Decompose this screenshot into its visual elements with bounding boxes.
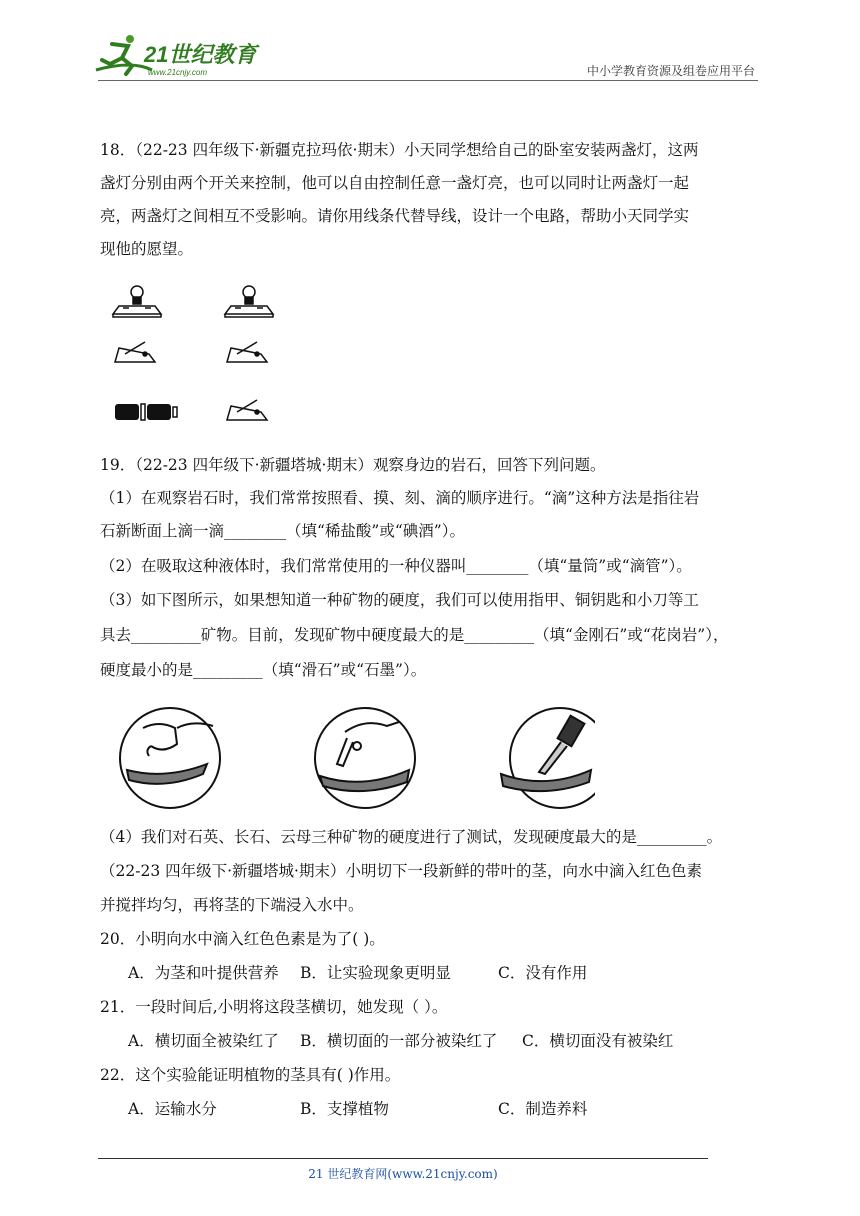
q19-part1-line2: 石新断面上滴一滴________（填“稀盐酸”或“碘酒”）。: [100, 522, 465, 540]
header-divider: [98, 80, 758, 81]
footer-site-link[interactable]: 21 世纪教育网(www.21cnjy.com): [308, 1167, 498, 1181]
q19-part1-line1: （1）在观察岩石时，我们常常按照看、摸、刻、滴的顺序进行。“滴”这种方法是指往岩: [100, 489, 700, 507]
q18-line-4: 现他的愿望。: [100, 240, 194, 258]
q22-option-b[interactable]: B．支撑植物: [300, 1100, 389, 1118]
q22-option-c[interactable]: C．制造养料: [498, 1100, 588, 1118]
q18-line-2: 盏灯分别由两个开关来控制，他可以自由控制任意一盏灯亮，也可以同时让两盏灯一起: [100, 174, 690, 192]
q20-option-a[interactable]: A．为茎和叶提供营养: [128, 964, 279, 982]
bulb-holder-icon-2: [225, 286, 273, 317]
q18-line-1: 18．（22-23 四年级下·新疆克拉玛依·期末）小天同学想给自己的卧室安装两盏灯，这两: [100, 141, 699, 159]
circuit-components-figure: [105, 278, 285, 438]
q20-option-c[interactable]: C．没有作用: [498, 964, 588, 982]
site-logo: [92, 30, 262, 80]
q21-option-a[interactable]: A．横切面全被染红了: [128, 1032, 279, 1050]
battery-icon: [115, 404, 177, 420]
fingernail-scratch-icon: [120, 708, 220, 808]
q19-part2: （2）在吸取这种液体时，我们常常使用的一种仪器叫________（填“量筒”或“滴管”）。: [100, 557, 692, 575]
knife-scratch-icon: [501, 708, 595, 808]
q21-option-c[interactable]: C．横切面没有被染红: [522, 1032, 674, 1050]
key-scratch-icon: [315, 708, 415, 808]
shared-intro-line1: （22-23 四年级下·新疆塔城·期末）小明切下一段新鲜的带叶的茎，向水中滴入红色色素: [100, 862, 702, 880]
switch-icon-3: [227, 400, 267, 420]
header-platform-text: 中小学教育资源及组卷应用平台: [586, 64, 755, 78]
q19-part3-line3: 硬度最小的是_________（填“滑石”或“石墨”）。: [100, 661, 427, 679]
q21-option-b[interactable]: B．横切面的一部分被染红了: [300, 1032, 498, 1050]
shared-intro-line2: 并搅拌均匀，再将茎的下端浸入水中。: [100, 896, 364, 914]
q18-line-3: 亮，两盏灯之间相互不受影响。请你用线条代替导线，设计一个电路，帮助小天同学实: [100, 207, 690, 225]
q19-part4: （4）我们对石英、长石、云母三种矿物的硬度进行了测试，发现硬度最大的是_________。: [100, 828, 723, 846]
hardness-test-figure: [115, 698, 595, 818]
switch-icon-1: [115, 342, 155, 362]
q20-option-b[interactable]: B．让实验现象更明显: [300, 964, 451, 982]
q20-stem: 20．小明向水中滴入红色色素是为了( )。: [100, 930, 385, 948]
q19-title: 19．（22-23 四年级下·新疆塔城·期末）观察身边的岩石，回答下列问题。: [100, 456, 606, 474]
logo-text: 21世纪教育: [144, 42, 257, 67]
bulb-holder-icon-1: [113, 286, 161, 317]
q22-option-a[interactable]: A．运输水分: [128, 1100, 217, 1118]
q19-part3-line2: 具去_________矿物。目前，发现矿物中硬度最大的是_________（填“金刚石”或“花岗岩”），: [100, 626, 729, 644]
logo-url: www.21cnjy.com: [148, 68, 207, 77]
q19-part3-line1: （3）如下图所示，如果想知道一种矿物的硬度，我们可以使用指甲、铜钥匙和小刀等工: [100, 591, 699, 609]
footer-divider: [98, 1158, 708, 1159]
q22-stem: 22．这个实验能证明植物的茎具有( )作用。: [100, 1066, 401, 1084]
switch-icon-2: [227, 342, 267, 362]
q21-stem: 21．一段时间后,小明将这段茎横切，她发现（ ）。: [100, 998, 448, 1016]
